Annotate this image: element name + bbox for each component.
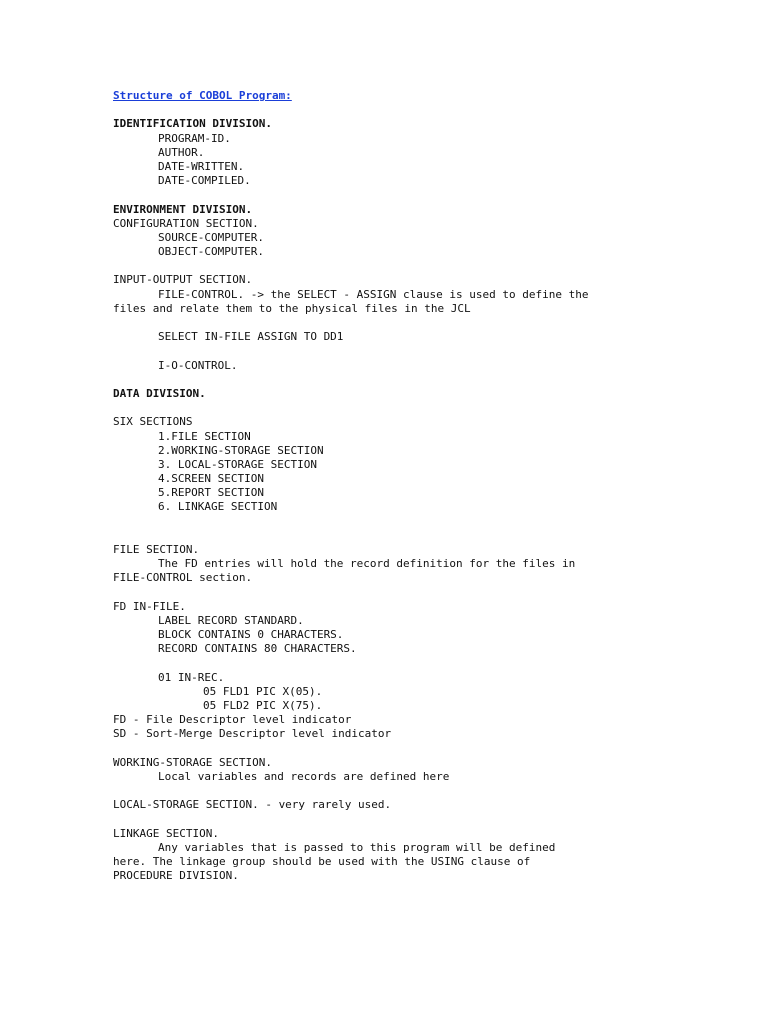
identification-item: AUTHOR.	[158, 145, 205, 159]
fd-item: RECORD CONTAINS 80 CHARACTERS.	[158, 642, 357, 656]
spacer	[113, 529, 753, 543]
working-storage-desc: Local variables and records are defined here	[158, 770, 450, 783]
data-section-item: 4.SCREEN SECTION	[158, 472, 264, 486]
io-control: I-O-CONTROL.	[158, 358, 238, 372]
data-section-item: 6. LINKAGE SECTION	[158, 500, 278, 514]
identification-division-heading: IDENTIFICATION DIVISION.	[113, 117, 272, 131]
spacer	[113, 103, 753, 117]
identification-item: PROGRAM-ID.	[158, 131, 231, 145]
data-section-item: 1.FILE SECTION	[158, 429, 251, 443]
file-section-desc: The FD entries will hold the record definition for the files in	[158, 557, 576, 571]
spacer	[113, 401, 753, 415]
spacer	[113, 259, 753, 273]
linkage-desc-cont: PROCEDURE DIVISION.	[113, 869, 239, 883]
file-section-heading: FILE SECTION.	[113, 543, 200, 556]
configuration-section: CONFIGURATION SECTION.	[113, 216, 259, 230]
file-control-text: FILE-CONTROL. -> the SELECT - ASSIGN clause is used to define the	[158, 287, 589, 301]
environment-division-heading: ENVIRONMENT DIVISION.	[113, 202, 253, 216]
linkage-desc-cont: here. The linkage group should be used with the USING clause of	[113, 855, 531, 869]
record-field: 05 FLD1 PIC X(05).	[203, 684, 323, 698]
spacer	[113, 188, 753, 202]
linkage-heading: LINKAGE SECTION.	[113, 826, 219, 840]
linkage-desc: Any variables that is passed to this program will be defined	[158, 840, 556, 854]
fd-note: FD - File Descriptor level indicator	[113, 713, 352, 727]
identification-item: DATE-COMPILED.	[158, 174, 251, 188]
sd-note: SD - Sort-Merge Descriptor level indicator	[113, 727, 392, 741]
record-field: 05 FLD2 PIC X(75).	[203, 699, 323, 713]
spacer	[113, 515, 753, 529]
fd-item: BLOCK CONTAINS 0 CHARACTERS.	[158, 628, 344, 642]
document-page	[113, 89, 753, 884]
spacer	[113, 742, 753, 756]
file-control-text-cont: files and relate them to the physical files in the JCL	[113, 301, 471, 315]
data-section-item: 5.REPORT SECTION	[158, 486, 264, 500]
document-title[interactable]: Structure of COBOL Program:	[113, 89, 292, 102]
spacer	[113, 657, 753, 671]
input-output-section: INPUT-OUTPUT SECTION.	[113, 273, 253, 287]
spacer	[113, 316, 753, 330]
local-storage-heading: LOCAL-STORAGE SECTION. - very rarely used.	[113, 798, 392, 812]
file-section-desc-cont: FILE-CONTROL section.	[113, 571, 253, 585]
select-example: SELECT IN-FILE ASSIGN TO DD1	[158, 330, 344, 344]
data-section-item: 2.WORKING-STORAGE SECTION	[158, 443, 324, 457]
fd-item: LABEL RECORD STANDARD.	[158, 613, 304, 627]
data-division-heading: DATA DIVISION.	[113, 386, 206, 400]
identification-item: DATE-WRITTEN.	[158, 159, 245, 173]
spacer	[113, 784, 753, 798]
configuration-item: SOURCE-COMPUTER.	[158, 230, 264, 244]
record-definition: 01 IN-REC.	[158, 670, 225, 684]
fd-heading: FD IN-FILE.	[113, 599, 186, 613]
spacer	[113, 586, 753, 600]
spacer	[113, 813, 753, 827]
spacer	[113, 344, 753, 358]
six-sections-label: SIX SECTIONS	[113, 415, 193, 429]
data-section-item: 3. LOCAL-STORAGE SECTION	[158, 457, 317, 471]
working-storage-heading: WORKING-STORAGE SECTION.	[113, 755, 272, 769]
configuration-item: OBJECT-COMPUTER.	[158, 245, 264, 259]
spacer	[113, 373, 753, 387]
